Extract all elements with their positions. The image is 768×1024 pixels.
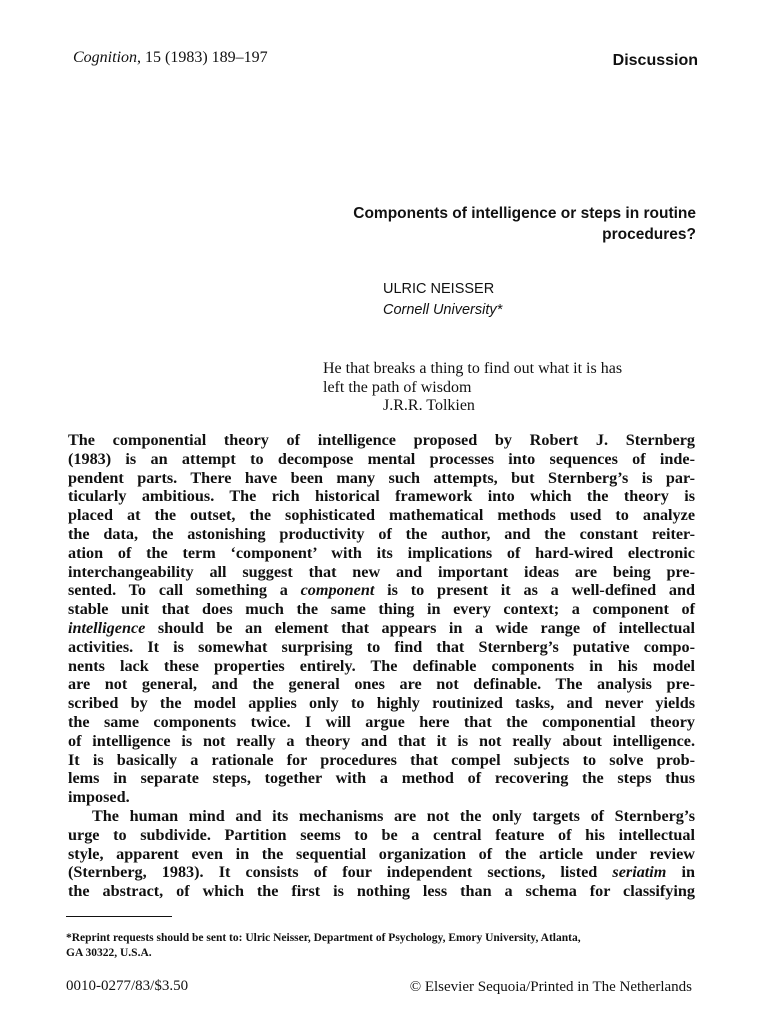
section-label: Discussion	[612, 52, 698, 69]
body-line: The human mind and its mechanisms are not the only targets of Sternberg’s	[92, 806, 695, 825]
body-line: It is basically a rationale for procedures that compel subjects to solve prob-	[68, 750, 695, 769]
epigraph	[323, 360, 698, 416]
body-line: scribed by the model applies only to highly routinized tasks, and never yields	[68, 694, 695, 713]
body-line: intelligence should be an element that appears in a wide range of intellectual	[68, 618, 695, 637]
body-line: the same components twice. I will argue here that the componential theory	[68, 712, 695, 731]
article-title-line-1: Components of intelligence or steps in routine	[353, 205, 696, 222]
body-line: ation of the term ‘component’ with its implications of hard-wired electronic	[68, 543, 695, 562]
article-title	[256, 203, 696, 245]
body-line: sented. To call something a component is to present it as a well-defined and	[68, 581, 695, 600]
body-line: are not general, and the general ones are not definable. The analysis pre-	[68, 675, 695, 694]
running-header-citation	[73, 49, 268, 67]
body-line: style, apparent even in the sequential organization of the article under review	[68, 844, 695, 863]
author-name: ULRIC NEISSER	[383, 281, 495, 297]
footnote-divider	[66, 916, 172, 917]
body-line: stable unit that does much the same thing in every context; a component of	[68, 600, 695, 619]
body-line: ticularly ambitious. The rich historical framework into which the theory is	[68, 487, 695, 506]
citation-details: , 15 (1983) 189–197	[137, 49, 268, 66]
article-title-line-2: procedures?	[602, 226, 696, 243]
body-line: lems in separate steps, together with a method of recovering the steps thus	[68, 769, 695, 788]
body-line: pendent parts. There have been many such attempts, but Sternberg’s is par-	[68, 468, 695, 487]
epigraph-line-2: left the path of wisdom	[323, 378, 472, 396]
footnote-line-2: GA 30322, U.S.A.	[66, 947, 152, 959]
footnote-line-1: *Reprint requests should be sent to: Ulric Neisser, Department of Psychology, Emory University, Atlanta,	[66, 932, 581, 944]
body-line: the data, the astonishing productivity of the author, and the constant reiter-	[68, 524, 695, 543]
body-line: the abstract, of which the first is nothing less than a schema for classifying	[68, 882, 695, 901]
body-line: (Sternberg, 1983). It consists of four independent sections, listed seriatim in	[68, 863, 695, 882]
publisher-copyright: © Elsevier Sequoia/Printed in The Netherlands	[409, 979, 692, 995]
body-line: nents lack these properties entirely. The definable components in his model	[68, 656, 695, 675]
body-line: of intelligence is not really a theory and that it is not really about intelligence.	[68, 731, 695, 750]
body-text	[68, 431, 695, 901]
body-line: interchangeability all suggest that new and important ideas are being pre-	[68, 562, 695, 581]
footnote	[66, 931, 696, 961]
epigraph-line-1: He that breaks a thing to find out what it is has	[323, 360, 623, 377]
journal-name: Cognition	[73, 49, 138, 66]
body-line: The componential theory of intelligence proposed by Robert J. Sternberg	[68, 431, 695, 449]
body-line: placed at the outset, the sophisticated mathematical methods used to analyze	[68, 506, 695, 525]
body-line: imposed.	[68, 788, 130, 807]
author-affiliation: Cornell University*	[383, 302, 503, 318]
body-line: (1983) is an attempt to decompose mental processes into sequences of inde-	[68, 449, 695, 468]
body-line: activities. It is somewhat surprising to find that Sternberg’s putative compo-	[68, 637, 695, 656]
epigraph-attribution: J.R.R. Tolkien	[383, 397, 475, 414]
article-code: 0010-0277/83/$3.50	[66, 978, 189, 994]
body-line: urge to subdivide. Partition seems to be a central feature of his intellectual	[68, 825, 695, 844]
